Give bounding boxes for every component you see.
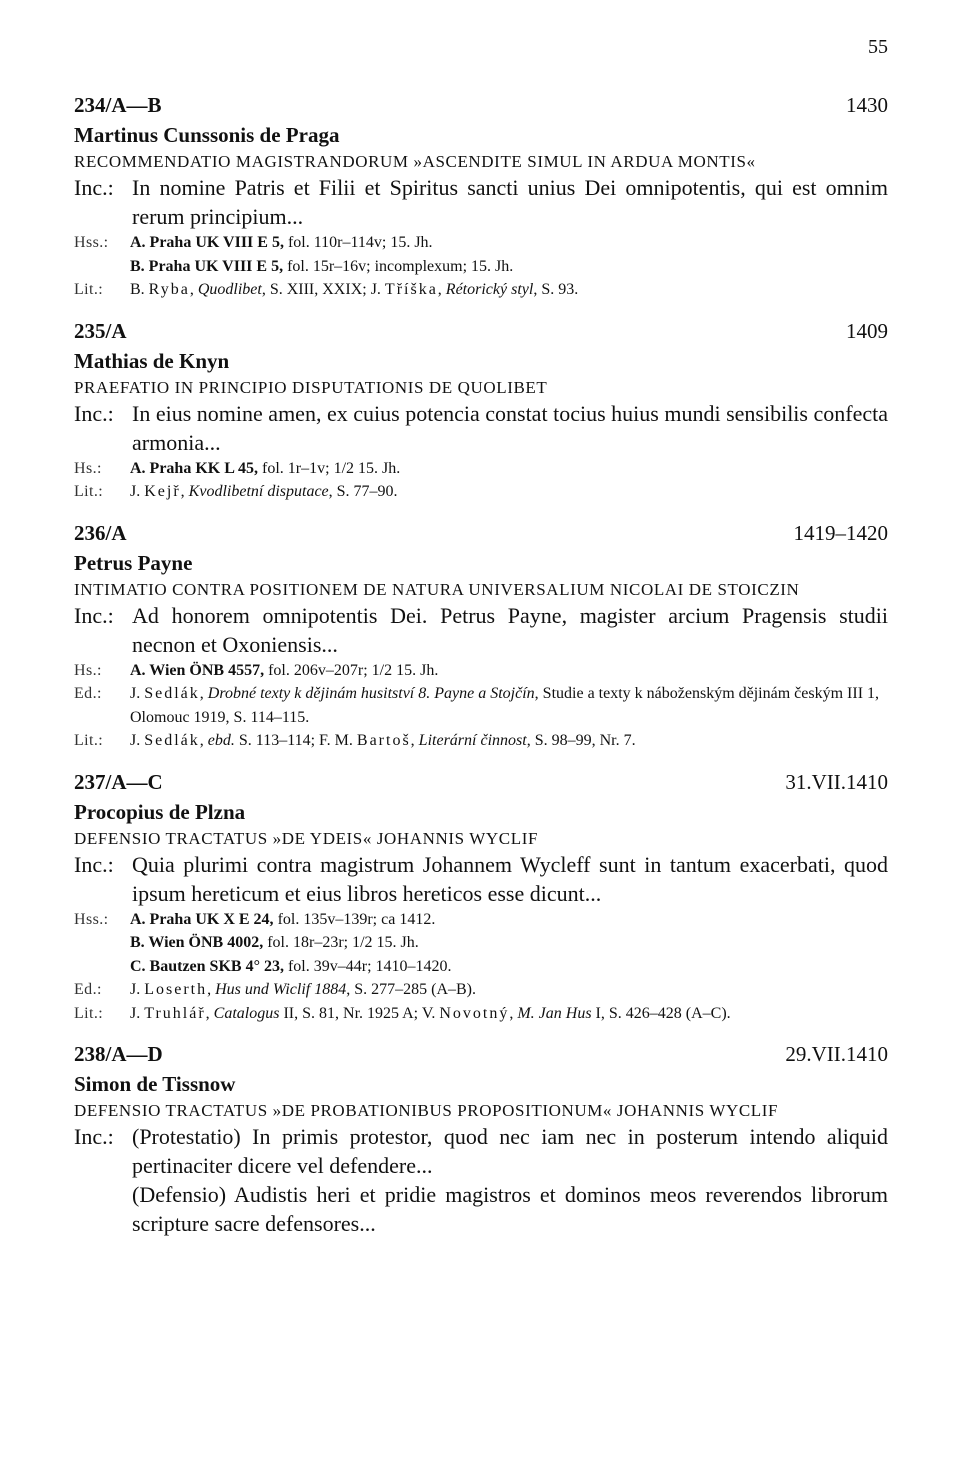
entry-signature: 234/A—B [74, 93, 162, 117]
entry-signature: 235/A [74, 318, 127, 343]
catalogue-entry [74, 767, 888, 1026]
literature-text: J. Sedlák, ebd. S. 113–114; F. M. Bartoš, Literární činnost, S. 98–99, Nr. 7. [130, 732, 636, 749]
manuscripts-label: Hss.: [74, 910, 109, 928]
catalogue-entry [74, 1039, 888, 1238]
manuscript-item: C. Bautzen SKB 4° 23, fol. 39v–44r; 1410–1420. [130, 957, 452, 975]
edition-text: J. Sedlák, Drobné texty k dějinám husitství 8. Payne a Stojčín, Studie a texty k náboženským dějinám českým III 1, Olomouc 1919, S. 114–115. [130, 685, 880, 726]
entry-header [74, 90, 888, 120]
entry-signature: 237/A—C [74, 769, 163, 794]
entry-header [74, 316, 888, 346]
manuscripts-label: Hss.: [74, 234, 109, 251]
incipit-label: Inc.: [74, 602, 114, 628]
catalogue-entry [74, 518, 888, 753]
incipit-text-second: (Defensio) Audistis heri et pridie magistros et dominos meos reverendos librorum scripture sacre defensores... [132, 1182, 888, 1236]
entry-author: Mathias de Knyn [74, 348, 230, 373]
entry-date: 1419–1420 [793, 520, 888, 545]
catalogue-entry [74, 316, 888, 504]
literature [74, 1002, 888, 1026]
entry-date: 29.VII.1410 [785, 1042, 888, 1066]
literature-text: B. Ryba, Quodlibet, S. XIII, XXIX; J. Tříška, Rétorický styl, S. 93. [130, 281, 579, 298]
manuscripts [74, 659, 888, 683]
incipit [74, 399, 888, 457]
entry-title: INTIMATIO CONTRA POSITIONEM DE NATURA UNIVERSALIUM NICOLAI DE STOICZIN [74, 579, 800, 599]
manuscripts-label: Hs.: [74, 661, 102, 679]
entry-signature: 236/A [74, 520, 127, 545]
literature [74, 729, 888, 753]
entry-title: DEFENSIO TRACTATUS »DE PROBATIONIBUS PROPOSITIONUM« JOHANNIS WYCLIF [74, 1101, 779, 1120]
edition-label: Ed.: [74, 685, 102, 702]
incipit-label: Inc.: [74, 1124, 114, 1149]
literature [74, 480, 888, 504]
manuscript-item: A. Praha KK L 45, fol. 1r–1v; 1/2 15. Jh. [130, 459, 401, 477]
entry-author: Petrus Payne [74, 550, 193, 575]
incipit-text: Ad honorem omnipotentis Dei. Petrus Payne, magister arcium Pragensis studii necnon et Oxoniensis... [132, 602, 888, 657]
entry-author: Simon de Tissnow [74, 1072, 236, 1096]
entry-title: RECOMMENDATIO MAGISTRANDORUM »ASCENDITE SIMUL IN ARDUA MONTIS« [74, 152, 756, 171]
entry-author: Martinus Cunssonis de Praga [74, 123, 340, 147]
entry-date: 1409 [846, 318, 888, 343]
literature-label: Lit.: [74, 483, 104, 500]
manuscript-item: B. Praha UK VIII E 5, fol. 15r–16v; incomplexum; 15. Jh. [130, 257, 514, 275]
catalogue-entries [74, 90, 888, 1252]
literature [74, 278, 888, 302]
manuscripts [74, 231, 888, 278]
literature-text: J. Kejř, Kvodlibetní disputace, S. 77–90. [130, 483, 398, 500]
incipit-text: Quia plurimi contra magistrum Johannem Wycleff sunt in tantum exacerbati, quod ipsum hereticum et eius libros hereticos esse dicunt... [132, 851, 888, 906]
edition [74, 682, 888, 729]
incipit [74, 850, 888, 908]
entry-title: DEFENSIO TRACTATUS »DE YDEIS« JOHANNIS WYCLIF [74, 828, 539, 848]
incipit-text: (Protestatio) In primis protestor, quod nec iam nec in posterum intendo aliquid pertinaciter dicere vel defendere... [132, 1124, 888, 1178]
entry-title: PRAEFATIO IN PRINCIPIO DISPUTATIONIS DE QUOLIBET [74, 377, 548, 397]
entry-header [74, 1039, 888, 1069]
manuscripts [74, 457, 888, 481]
manuscript-item: A. Praha UK X E 24, fol. 135v–139r; ca 1412. [130, 910, 436, 928]
edition [74, 978, 888, 1002]
entry-author: Procopius de Plzna [74, 799, 246, 824]
manuscript-item: B. Wien ÖNB 4002, fol. 18r–23r; 1/2 15. Jh. [130, 934, 419, 951]
incipit-label: Inc.: [74, 400, 114, 426]
entry-header [74, 518, 888, 548]
catalogue-entry [74, 90, 888, 302]
entry-signature: 238/A—D [74, 1042, 163, 1066]
incipit [74, 173, 888, 231]
entry-date: 31.VII.1410 [785, 769, 888, 794]
incipit-text: In eius nomine amen, ex cuius potencia constat tocius huius mundi sensibilis confecta armonia... [132, 400, 888, 455]
manuscripts [74, 908, 888, 979]
incipit [74, 1122, 888, 1238]
page-number: 55 [868, 36, 888, 58]
incipit [74, 601, 888, 659]
edition-label: Ed.: [74, 981, 102, 998]
literature-label: Lit.: [74, 281, 104, 298]
edition-text: J. Loserth, Hus und Wiclif 1884, S. 277–285 (A–B). [130, 981, 476, 998]
incipit-label: Inc.: [74, 175, 114, 200]
incipit-label: Inc.: [74, 851, 114, 877]
entry-date: 1430 [846, 93, 888, 117]
literature-label: Lit.: [74, 732, 104, 749]
literature-text: J. Truhlář, Catalogus II, S. 81, Nr. 1925 A; V. Novotný, M. Jan Hus I, S. 426–428 (A–C). [130, 1004, 731, 1022]
manuscript-item: A. Praha UK VIII E 5, fol. 110r–114v; 15. Jh. [130, 234, 433, 251]
manuscripts-label: Hs.: [74, 459, 102, 477]
manuscript-item: A. Wien ÖNB 4557, fol. 206v–207r; 1/2 15. Jh. [130, 661, 439, 679]
incipit-text: In nomine Patris et Filii et Spiritus sancti unius Dei omnipotentis, qui est omnim rerum principium... [132, 175, 888, 229]
entry-header [74, 767, 888, 797]
literature-label: Lit.: [74, 1004, 104, 1022]
